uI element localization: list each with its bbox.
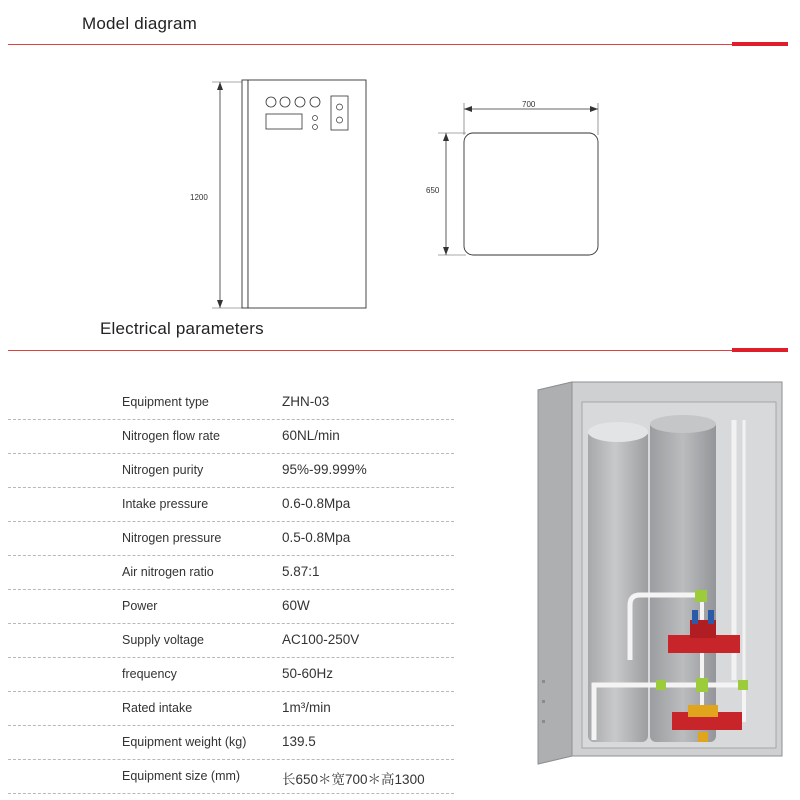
table-row — [8, 692, 454, 726]
depth-dimension-label: 650 — [426, 186, 440, 195]
param-value: 60W — [282, 598, 310, 613]
param-label: Nitrogen flow rate — [122, 429, 220, 443]
param-value: 长650＊宽700＊高1300 — [282, 772, 425, 787]
param-label: frequency — [122, 667, 177, 681]
param-label: Power — [122, 599, 158, 613]
table-row — [8, 420, 454, 454]
table-row — [8, 590, 454, 624]
table-row — [8, 624, 454, 658]
table-row — [8, 658, 454, 692]
adsorption-tank-right — [650, 415, 716, 742]
param-value: 0.6-0.8Mpa — [282, 496, 351, 511]
height-dimension-label: 1200 — [190, 193, 208, 202]
param-value: 95%-99.999% — [282, 462, 367, 477]
param-label: Rated intake — [122, 701, 193, 715]
param-label: Air nitrogen ratio — [122, 565, 214, 579]
param-value: ZHN-03 — [282, 394, 330, 409]
model-diagram-divider — [8, 44, 738, 45]
param-label: Supply voltage — [122, 633, 205, 647]
param-label: Nitrogen purity — [122, 463, 204, 477]
electrical-parameters-divider — [8, 350, 738, 351]
adsorption-tank-left — [588, 422, 648, 742]
param-value: AC100-250V — [282, 632, 360, 647]
model-diagram-title: Model diagram — [82, 14, 198, 33]
electrical-parameters-accent-bar — [732, 348, 788, 352]
table-row — [8, 556, 454, 590]
table-row — [8, 488, 454, 522]
nitrogen-generator-illustration — [530, 380, 792, 770]
param-value: 50-60Hz — [282, 666, 334, 681]
param-label: Equipment type — [122, 395, 209, 409]
param-value: 5.87:1 — [282, 564, 320, 579]
param-label: Nitrogen pressure — [122, 531, 222, 545]
width-dimension-label: 700 — [522, 100, 536, 109]
model-diagram-accent-bar — [732, 42, 788, 46]
table-row — [8, 454, 454, 488]
param-value: 1m³/min — [282, 700, 331, 715]
parameters-table — [8, 386, 454, 794]
param-label: Equipment size (mm) — [122, 769, 241, 783]
electrical-parameters-title: Electrical parameters — [100, 319, 264, 338]
model-front-view-drawing — [180, 70, 380, 315]
param-value: 0.5-0.8Mpa — [282, 530, 351, 545]
table-row — [8, 522, 454, 556]
model-top-view-drawing — [420, 95, 610, 265]
param-label: Equipment weight (kg) — [122, 735, 247, 749]
param-value: 60NL/min — [282, 428, 340, 443]
param-label: Intake pressure — [122, 497, 209, 511]
table-row — [8, 726, 454, 760]
table-row — [8, 760, 454, 794]
param-value: 139.5 — [282, 734, 316, 749]
table-row — [8, 386, 454, 420]
